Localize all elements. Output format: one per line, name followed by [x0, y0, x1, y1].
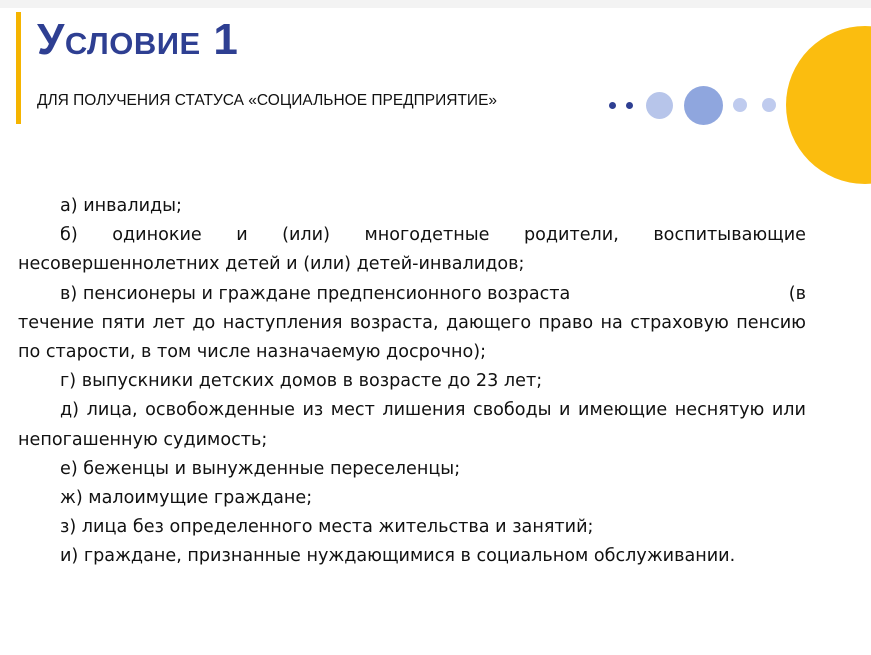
decor-dot: [733, 98, 747, 112]
list-item-a: а) инвалиды;: [60, 196, 182, 216]
list-item-v-text: в) пенсионеры и граждане предпенсионного возраста: [60, 283, 571, 304]
decor-dot: [684, 86, 723, 125]
list-item-z: з) лица без определенного места жительства и занятий;: [60, 517, 594, 538]
top-strip: [0, 0, 871, 8]
decor-circle: [786, 26, 871, 184]
decor-dot: [626, 102, 633, 109]
decor-dot: [646, 92, 673, 119]
list-item-g: г) выпускники детских домов в возрасте до 23 лет;: [60, 371, 543, 392]
list-item-i: и) граждане, признанные нуждающимися в социальном обслуживании.: [60, 546, 736, 567]
accent-bar: [16, 12, 21, 124]
list-item-v-paren: (в: [788, 283, 806, 304]
list-item-d: д) лица, освобожденные из мест лишения свободы и имеющие неснятую или непогашенную судимость;: [18, 400, 806, 450]
list-item-v-cont: течение пяти лет до наступления возраста, дающего право на страховую пенсию по старости, в том числе назначаемую досрочно);: [18, 312, 806, 363]
decor-dot: [762, 98, 776, 112]
slide-subtitle: ДЛЯ ПОЛУЧЕНИЯ СТАТУСА «СОЦИАЛЬНОЕ ПРЕДПРИЯТИЕ»: [37, 92, 498, 109]
slide-title: Условие 1: [37, 15, 239, 64]
list-item-b: б) одинокие и (или) многодетные родители, воспитывающие несовершеннолетних детей и (или) детей-инвалидов;: [18, 225, 806, 275]
decor-dot: [609, 102, 616, 109]
list-item-v-line1: [18, 280, 806, 309]
list-item-zh: ж) малоимущие граждане;: [60, 488, 313, 509]
criteria-list: [18, 192, 806, 572]
list-item-e: е) беженцы и вынужденные переселенцы;: [60, 458, 461, 479]
